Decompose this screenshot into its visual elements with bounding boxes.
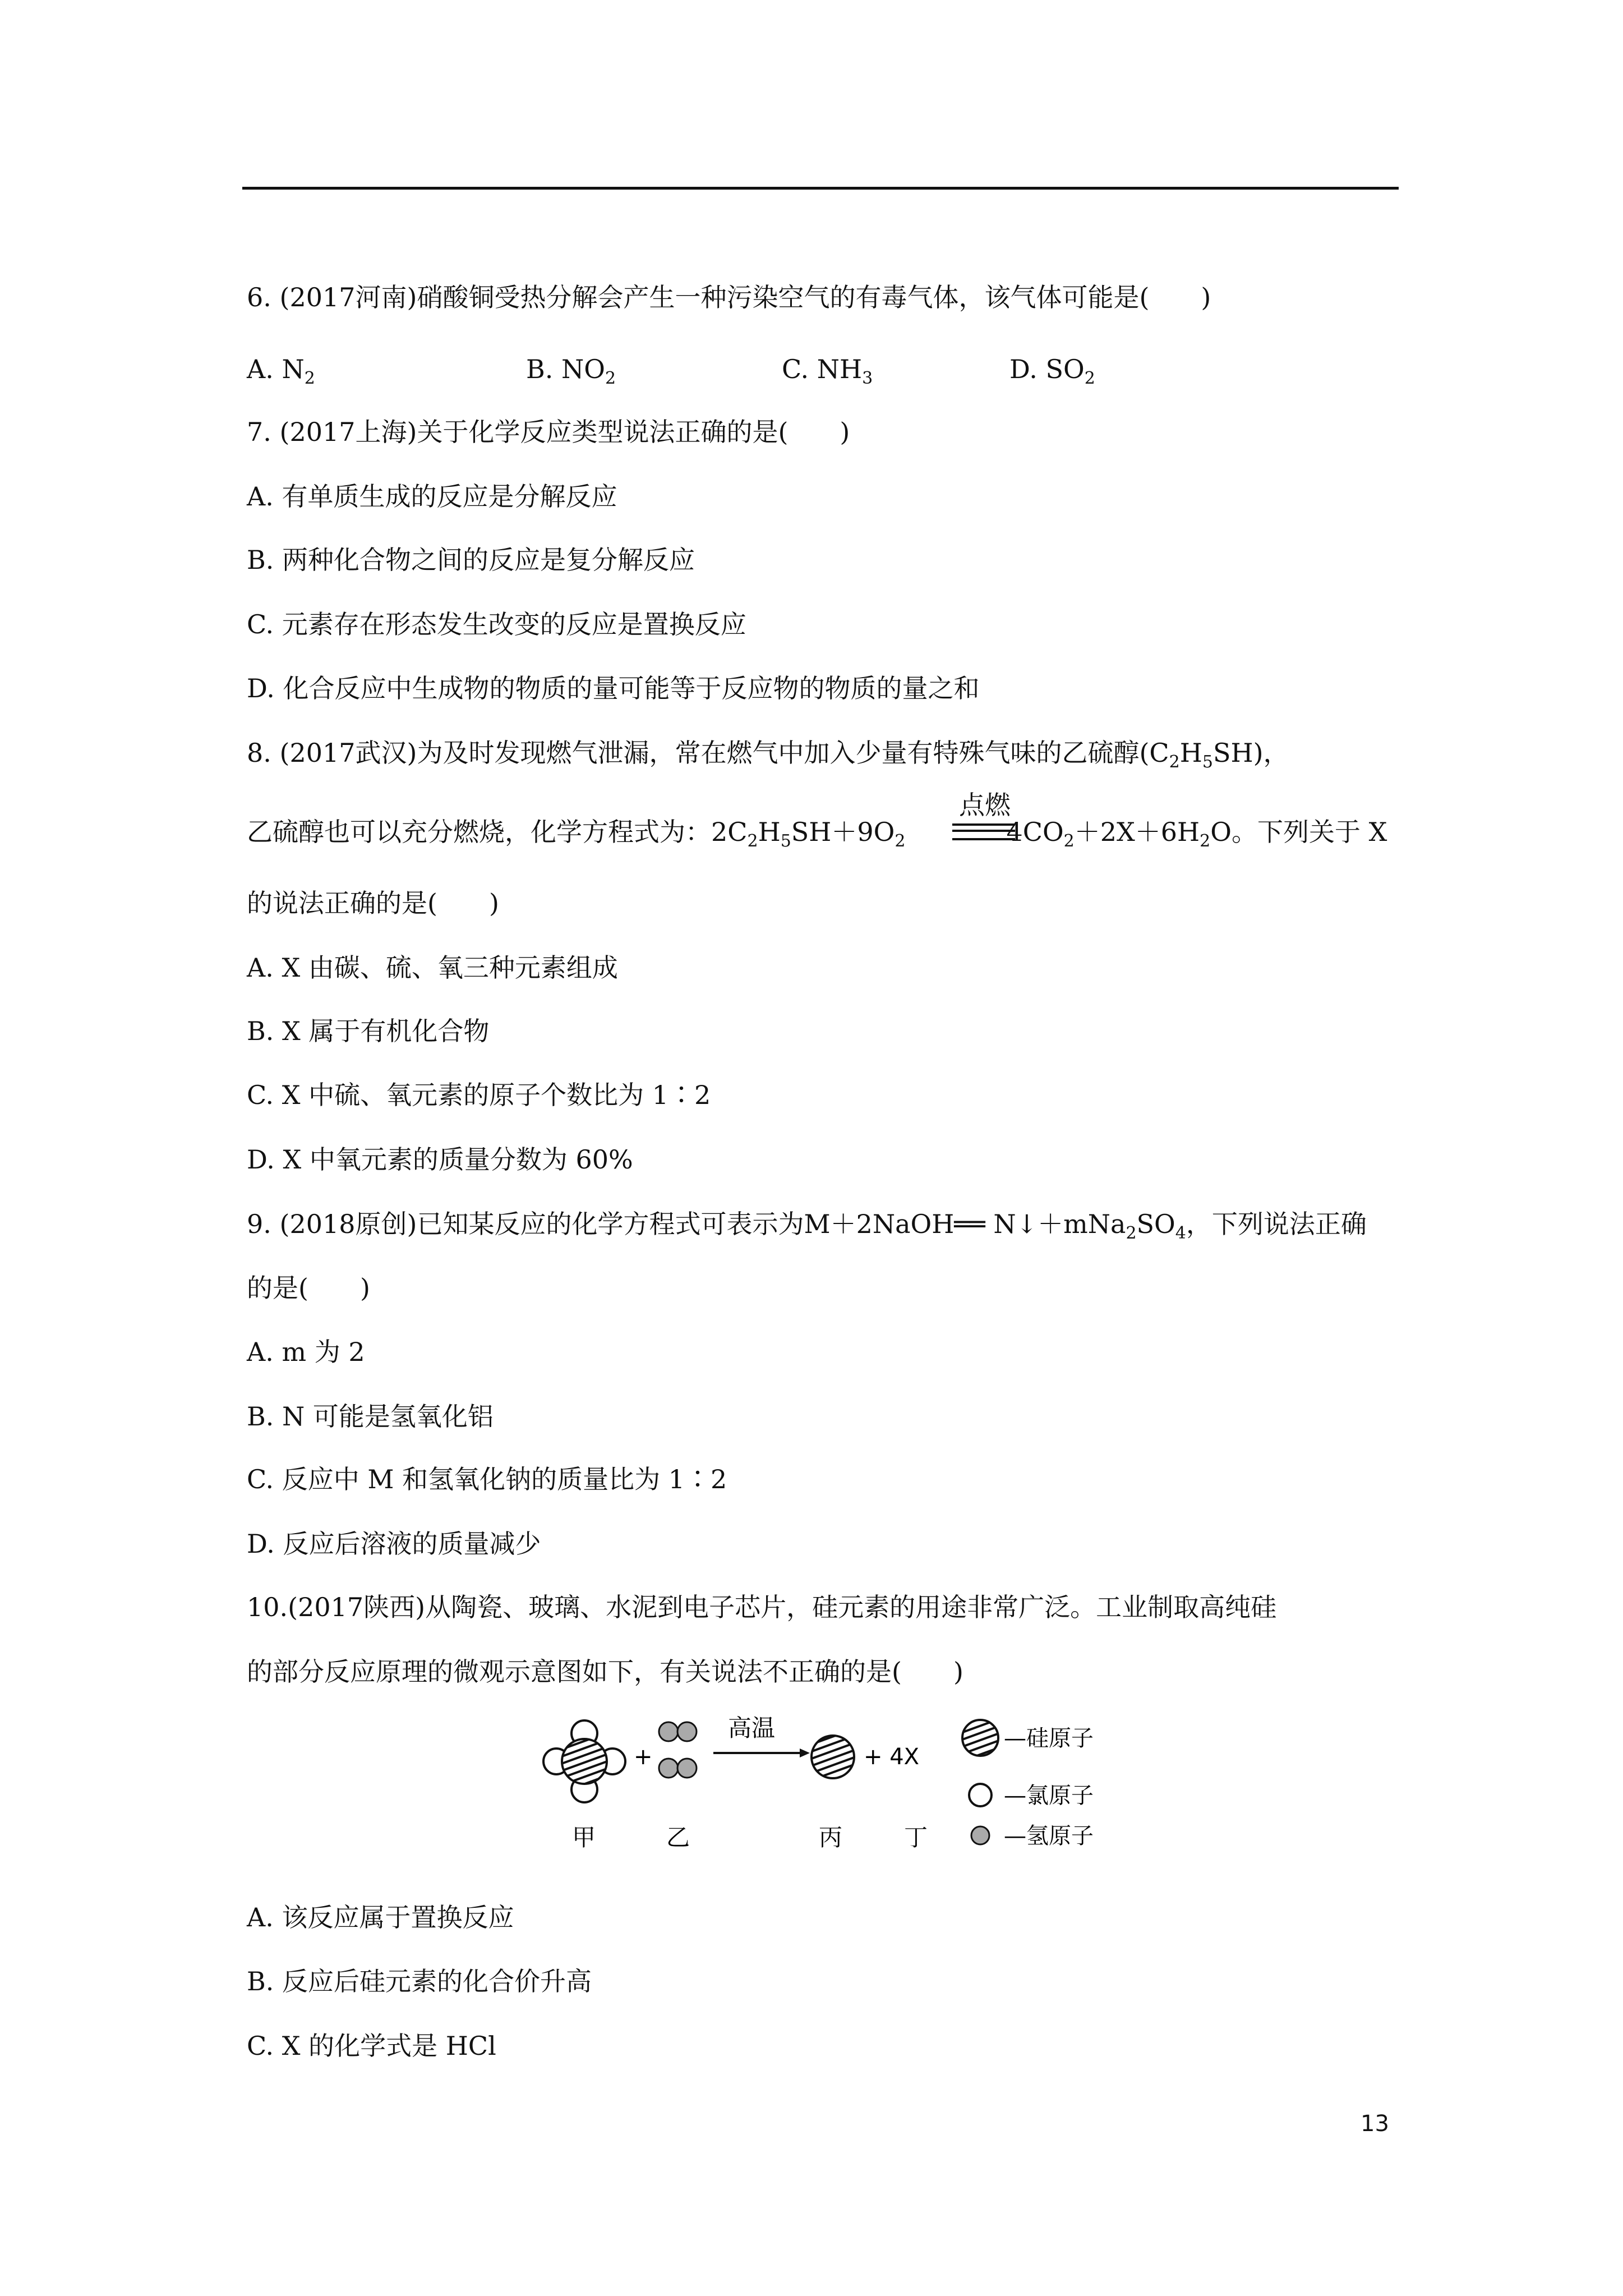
q7-option-c: C. 元素存在形态发生改变的反应是置换反应 [247,609,746,639]
q10-option-a: A. 该反应属于置换反应 [247,1902,514,1932]
q8-option-b: B. X 属于有机化合物 [247,1016,490,1046]
q6-option-b: B. $NO_2$ [526,354,616,388]
legend-si-label: —硅原子 [1004,1726,1094,1751]
condition-high-temp: 高温 [728,1714,776,1742]
q8-option-d: D. X 中氧元素的质量分数为 60% [247,1144,633,1175]
q8-stem-line2: 乙硫醇也可以充分燃烧，化学方程式为：$2C_2H_5SH+9O_2$ $4CO_2+2X+6H_2O$。下列关于 X [247,817,1387,851]
legend-cl-icon [969,1784,992,1806]
h-atom [659,1722,678,1741]
si-atom-center [562,1739,607,1784]
q7-option-a: A. 有单质生成的反应是分解反应 [247,481,617,512]
q9-stem-line2: 的是( ) [247,1273,370,1303]
q9-option-c: C. 反应中 M 和氢氧化钠的质量比为 1∶2 [247,1464,727,1494]
molecule-jia [543,1720,625,1802]
q6-option-d: D. $SO_2$ [1009,354,1095,388]
legend-cl-label: —氯原子 [1004,1783,1094,1809]
legend-si-icon [962,1720,998,1756]
molecule-yi [659,1722,697,1778]
q9-stem-line1: 9. (2018原创)已知某反应的化学方程式可表示为M＋2NaOH══ $N↓+mNa_2SO_4$，下列说法正确 [247,1209,1367,1243]
q6-stem: 6. (2017河南)硝酸铜受热分解会产生一种污染空气的有毒气体，该气体可能是( ) [247,282,1211,312]
q6-option-a: A. $N_2$ [247,354,315,388]
legend-h-icon [971,1826,989,1844]
h-atom [677,1759,697,1778]
label-ding: 丁 [904,1824,928,1851]
q7-stem: 7. (2017上海)关于化学反应类型说法正确的是( ) [247,417,850,447]
q10-option-c: C. X 的化学式是 HCl [247,2031,496,2061]
q9-option-d: D. 反应后溶液的质量减少 [247,1529,541,1559]
label-yi: 乙 [666,1824,690,1851]
q10-stem-line1: 10.(2017陕西)从陶瓷、玻璃、水泥到电子芯片，硅元素的用途非常广泛。工业制取高纯硅 [247,1592,1277,1622]
label-bing: 丙 [819,1824,843,1851]
molecule-bing-si [811,1736,854,1778]
q9-option-a: A. m 为 2 [247,1337,365,1367]
h-atom [677,1722,697,1741]
header-rule [242,187,1399,190]
q8-equal-sign [952,823,1015,840]
q8-option-a: A. X 由碳、硫、氧三种元素组成 [247,953,618,983]
q6-option-c: C. $NH_3$ [782,354,873,388]
q8-condition-ignite: 点燃 [959,790,1011,820]
legend-h-label: —氢原子 [1004,1823,1094,1849]
q8-stem-line3: 的说法正确的是( ) [247,888,499,918]
q10-stem-line2: 的部分反应原理的微观示意图如下，有关说法不正确的是( ) [247,1657,963,1687]
q9-option-b: B. N 可能是氢氧化铝 [247,1401,494,1432]
label-jia: 甲 [572,1824,596,1851]
q7-option-d: D. 化合反应中生成物的物质的量可能等于反应物的物质的量之和 [247,673,980,703]
page-number: 13 [1361,2111,1389,2137]
h-atom [659,1759,678,1778]
legend [962,1720,1094,1849]
q8-stem-line1: 8. (2017武汉)为及时发现燃气泄漏，常在燃气中加入少量有特殊气味的乙硫醇$(C_2H_5SH)$， [247,738,1289,772]
q8-option-c: C. X 中硫、氧元素的原子个数比为 1∶2 [247,1080,711,1110]
plus-sign: + [634,1744,653,1770]
q7-option-b: B. 两种化合物之间的反应是复分解反应 [247,545,695,575]
arrow-head-icon [800,1749,810,1757]
plus-4x: + 4X [864,1744,920,1770]
q10-option-b: B. 反应后硅元素的化合价升高 [247,1966,592,1996]
reaction-micro-diagram [505,1711,1178,1879]
